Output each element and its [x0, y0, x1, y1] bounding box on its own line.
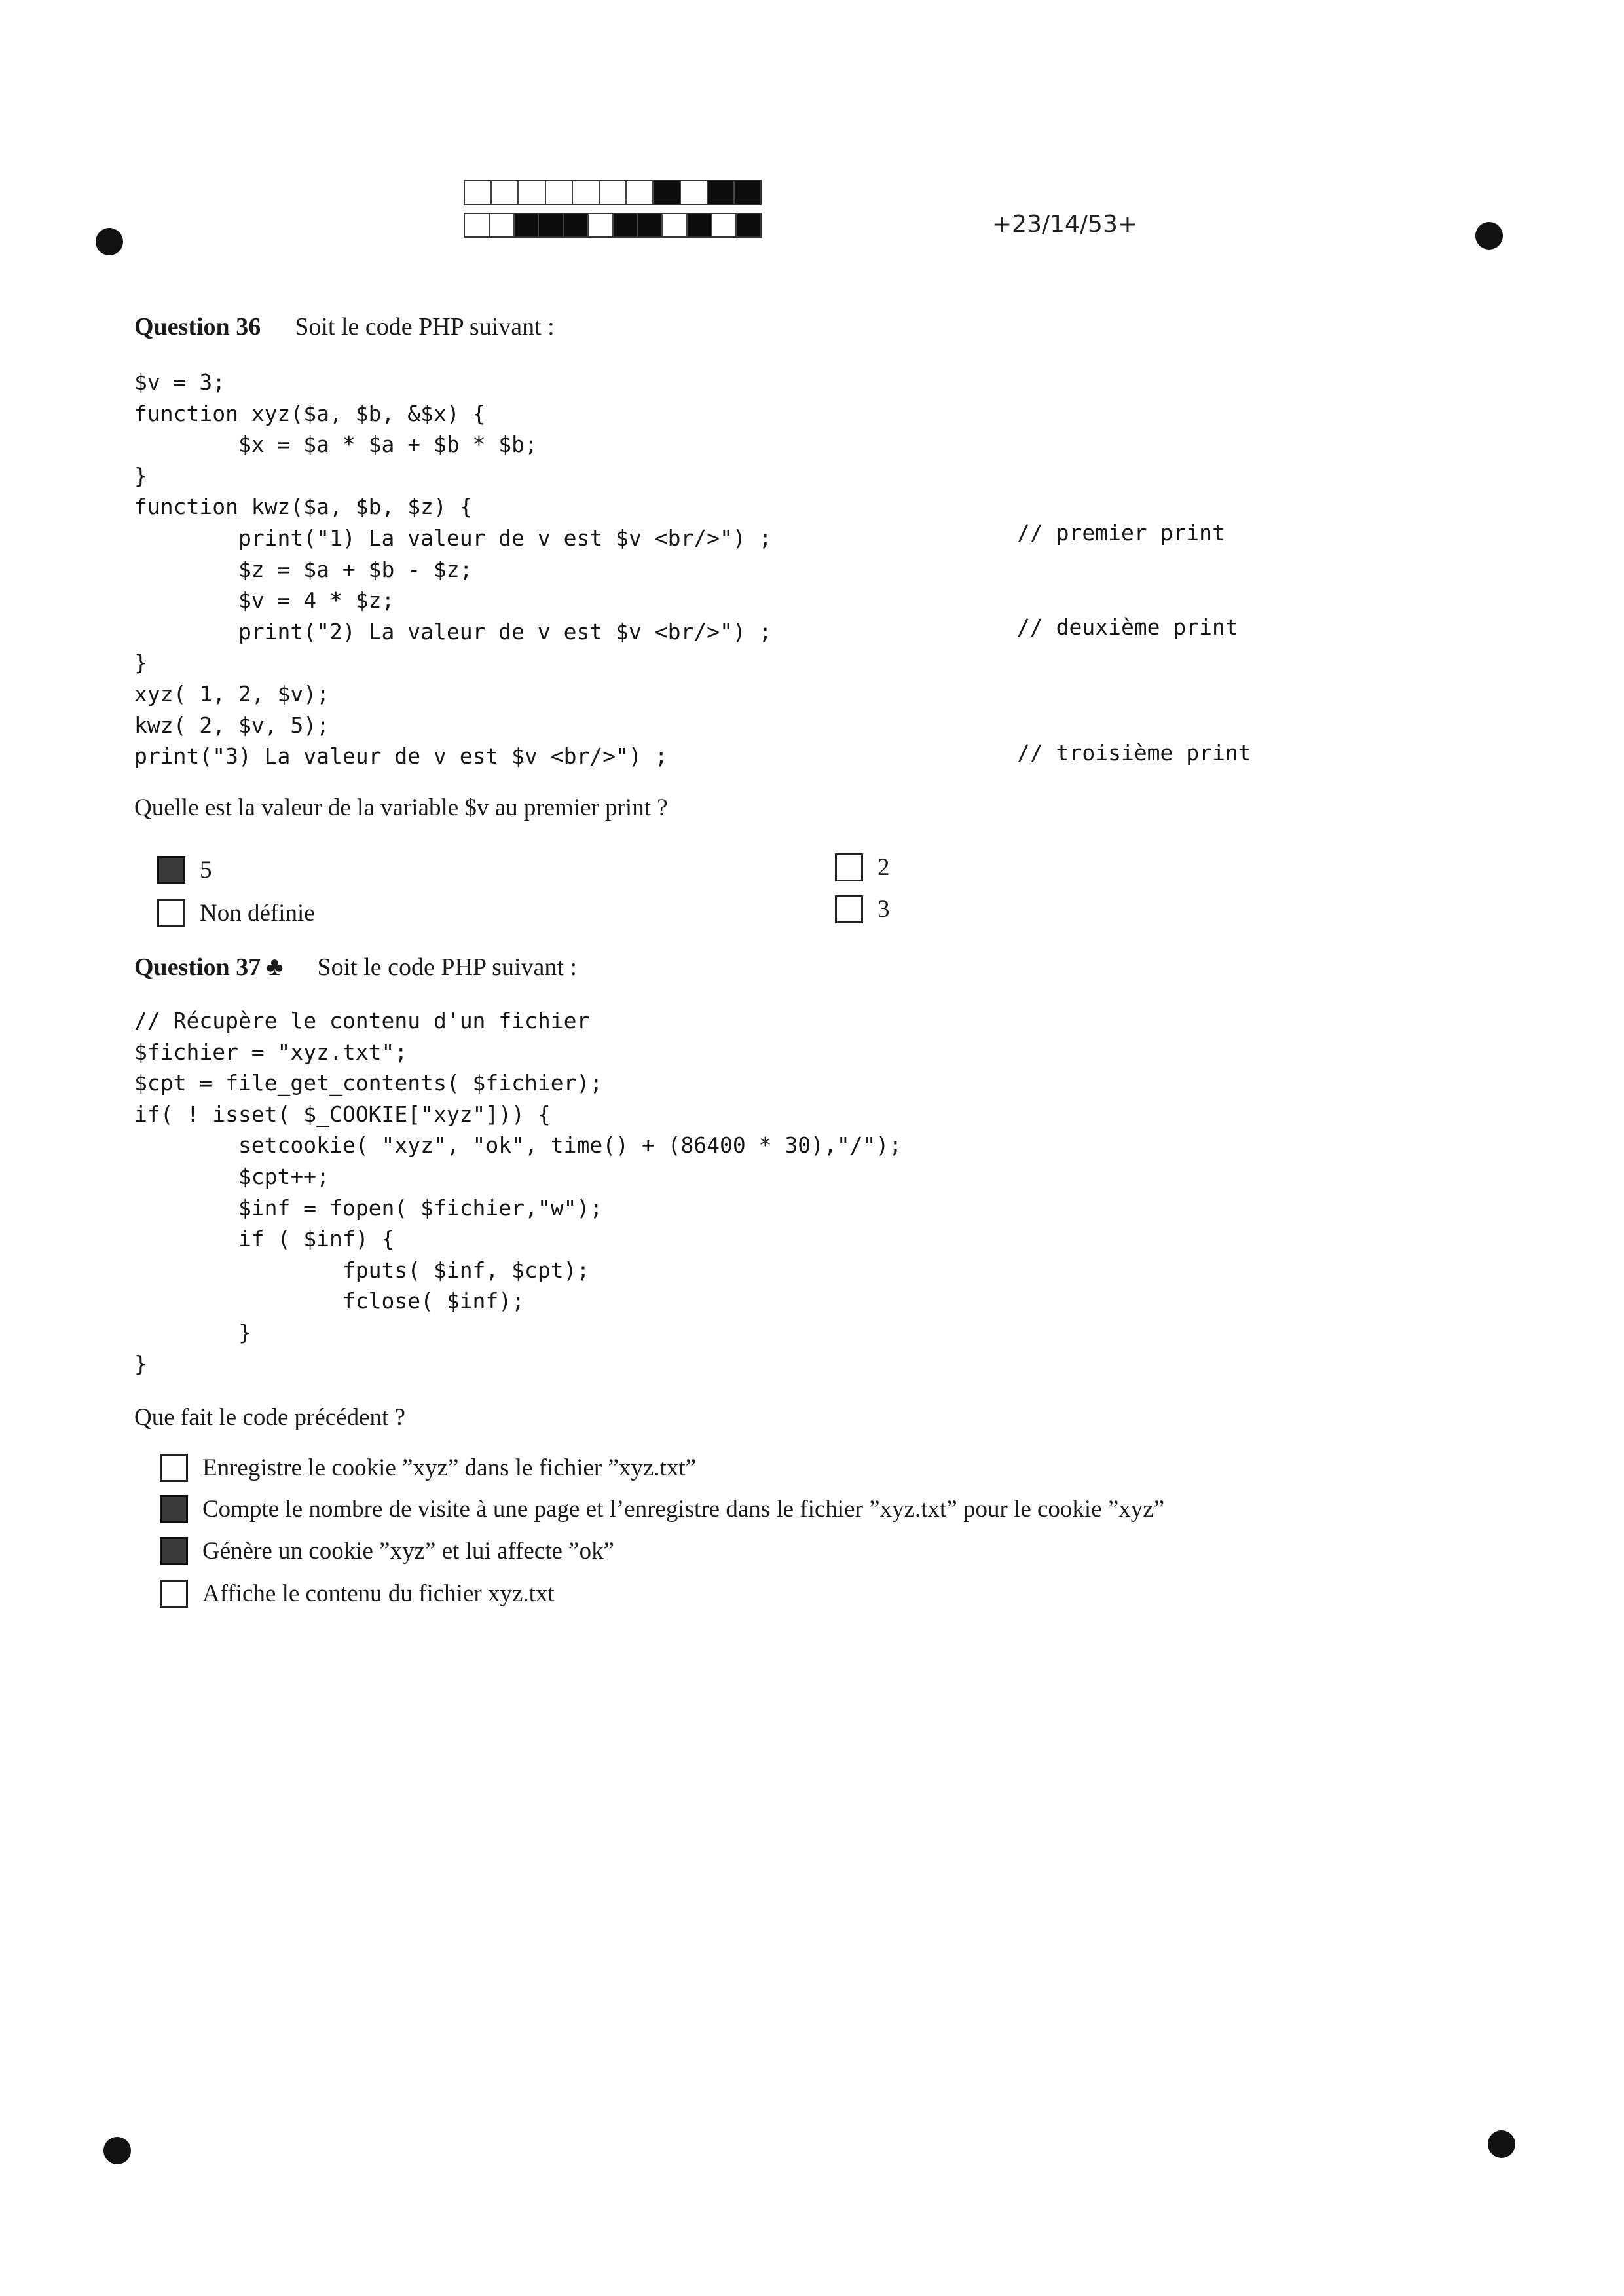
code-line: }	[134, 1319, 251, 1345]
code-line: $x = $a * $a + $b * $b;	[134, 432, 538, 458]
registration-mark-top-right	[1475, 222, 1503, 250]
code-line: $z = $a + $b - $z;	[134, 556, 473, 582]
question-36-prompt: Quelle est la valeur de la variable $v au premier print ?	[134, 794, 668, 821]
barcode-cell	[712, 214, 737, 236]
answer-choice[interactable]	[157, 899, 315, 927]
question-37-header	[134, 951, 577, 982]
code-line: }	[134, 462, 147, 489]
question-number: Question 37	[134, 954, 261, 981]
code-line: $fichier = "xyz.txt";	[134, 1039, 408, 1065]
answer-checkbox[interactable]	[160, 1580, 188, 1608]
barcode-cell	[589, 214, 614, 236]
answer-label: Compte le nombre de visite à une page et l’enregistre dans le fichier ”xyz.txt” pour le cookie ”xyz”	[202, 1496, 1165, 1523]
barcode-cell	[737, 214, 760, 236]
answer-label: 5	[200, 857, 212, 883]
answer-label: Enregistre le cookie ”xyz” dans le fichier ”xyz.txt”	[202, 1454, 697, 1481]
barcode-cell	[465, 214, 490, 236]
barcode-cell	[600, 181, 627, 204]
question-intro: Soit le code PHP suivant :	[295, 313, 555, 341]
answer-checkbox[interactable]	[157, 856, 185, 884]
question-number: Question 36	[134, 313, 261, 341]
registration-mark-top-left	[96, 228, 123, 255]
answer-choice[interactable]	[160, 1454, 696, 1482]
code-line: if ( $inf) {	[134, 1226, 395, 1252]
barcode-cell	[546, 181, 573, 204]
barcode-cell	[638, 214, 663, 236]
code-line: $cpt = file_get_contents( $fichier);	[134, 1070, 603, 1096]
code-line: fclose( $inf);	[134, 1288, 525, 1314]
barcode-cell	[519, 181, 545, 204]
code-line: }	[134, 650, 147, 676]
code-line: print("3) La valeur de v est $v <br/>") ;	[134, 743, 668, 769]
barcode-cell	[614, 214, 638, 236]
code-line: $v = 3;	[134, 369, 226, 395]
barcode-cell	[539, 214, 564, 236]
answer-choice[interactable]	[157, 856, 212, 884]
barcode-cell	[492, 181, 519, 204]
barcode-cell	[688, 214, 712, 236]
barcode-cell	[735, 181, 760, 204]
code-line: // Récupère le contenu d'un fichier	[134, 1008, 590, 1033]
answer-choice[interactable]	[835, 853, 890, 881]
barcode-cell	[663, 214, 688, 236]
answer-checkbox[interactable]	[160, 1537, 188, 1565]
answer-label: Génère un cookie ”xyz” et lui affecte ”ok”	[202, 1538, 614, 1565]
code-line: print("1) La valeur de v est $v <br/>") ;	[134, 525, 772, 551]
barcode-cell	[564, 214, 589, 236]
comment-first-print: // premier print	[1017, 520, 1225, 546]
code-line: $v = 4 * $z;	[134, 587, 395, 614]
barcode-cell	[627, 181, 654, 204]
question-37-prompt: Que fait le code précédent ?	[134, 1404, 405, 1431]
code-line: print("2) La valeur de v est $v <br/>") ;	[134, 618, 772, 644]
barcode-cell	[681, 181, 708, 204]
answer-label: Non définie	[200, 900, 315, 927]
question-36-header	[134, 312, 555, 341]
answer-label: 3	[877, 896, 890, 923]
comment-third-print: // troisième print	[1017, 740, 1251, 766]
barcode-row-2	[464, 213, 762, 238]
answer-checkbox[interactable]	[157, 899, 185, 927]
code-line: function xyz($a, $b, &$x) {	[134, 400, 486, 426]
code-line: fputs( $inf, $cpt);	[134, 1257, 590, 1283]
barcode-cell	[654, 181, 680, 204]
code-line: $cpt++;	[134, 1163, 330, 1189]
answer-choice[interactable]	[835, 895, 890, 923]
code-line: setcookie( "xyz", "ok", time() + (86400 * 30),"/");	[134, 1132, 902, 1158]
answer-label: 2	[877, 854, 890, 881]
multiple-answer-club-icon: ♣	[266, 952, 284, 981]
comment-second-print: // deuxième print	[1017, 614, 1238, 640]
answer-checkbox[interactable]	[835, 895, 863, 923]
code-block-question-36	[134, 367, 772, 772]
page-id-code: +23/14/53+	[992, 211, 1138, 238]
registration-mark-bottom-right	[1488, 2130, 1515, 2158]
barcode-cell	[573, 181, 600, 204]
code-line: xyz( 1, 2, $v);	[134, 680, 330, 707]
code-line: }	[134, 1350, 147, 1377]
registration-mark-bottom-left	[103, 2137, 131, 2164]
answer-choice[interactable]	[160, 1537, 614, 1565]
question-intro: Soit le code PHP suivant :	[317, 954, 577, 981]
barcode-cell	[465, 181, 492, 204]
code-line: function kwz($a, $b, $z) {	[134, 494, 473, 520]
code-line: $inf = fopen( $fichier,"w");	[134, 1194, 603, 1221]
barcode-row-1	[464, 180, 762, 205]
answer-checkbox[interactable]	[160, 1454, 188, 1482]
barcode-cell	[490, 214, 515, 236]
answer-label: Affiche le contenu du fichier xyz.txt	[202, 1580, 555, 1607]
answer-checkbox[interactable]	[835, 853, 863, 881]
answer-checkbox[interactable]	[160, 1495, 188, 1523]
code-line: if( ! isset( $_COOKIE["xyz"])) {	[134, 1101, 551, 1127]
barcode-cell	[708, 181, 735, 204]
answer-choice[interactable]	[160, 1580, 555, 1608]
code-block-question-37	[134, 1005, 902, 1379]
barcode-cell	[515, 214, 540, 236]
code-line: kwz( 2, $v, 5);	[134, 712, 330, 738]
answer-choice[interactable]	[160, 1495, 1164, 1523]
